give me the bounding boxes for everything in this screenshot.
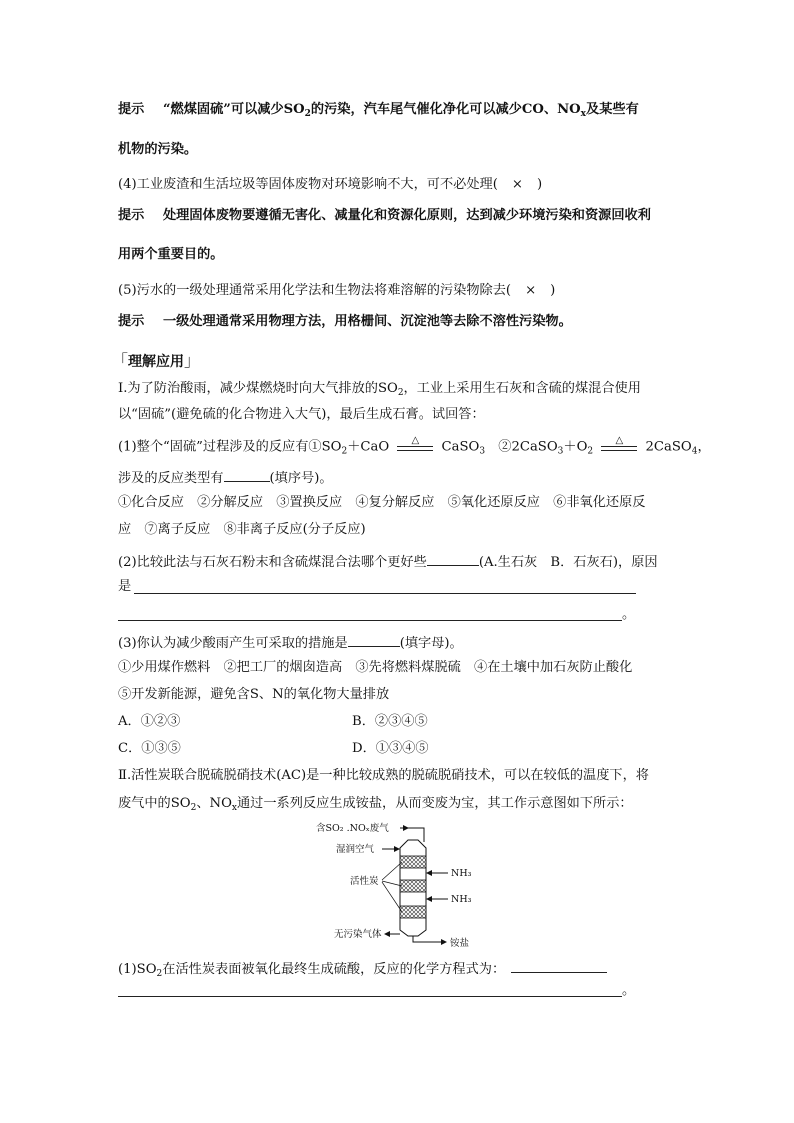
part1-intro-line2: 以“固硫”(避免硫的化合物进入大气)，最后生成石膏。试回答： (118, 407, 485, 422)
humid-air-label: 湿润空气 (336, 844, 375, 855)
answer-blank[interactable] (348, 632, 400, 647)
answer-blank[interactable] (427, 551, 479, 566)
answer-mark: × (511, 177, 523, 192)
part1-q3-prompt: (3)你认为减少酸雨产生可采取的措施是 (填字母)。 (118, 632, 463, 653)
carbon-bed-2 (400, 880, 426, 892)
answer-mark: × (525, 283, 537, 298)
answer-blank[interactable] (511, 958, 607, 973)
measures-line1: ①少用煤作燃料 ②把工厂的烟囱造高 ③先将燃料煤脱硫 ④在土壤中加石灰防止酸化 (118, 660, 633, 675)
tip-line-1-cont: 机物的污染。 (118, 142, 198, 157)
tip-text: “燃煤固硫”可以减少$SO_2$的污染，汽车尾气催化净化可以减少CO、$NO_x$及某些有 (162, 102, 639, 119)
ac-process-diagram (300, 818, 500, 950)
part2-q1-prompt: $(1)SO_2$在活性炭表面被氧化最终生成硫酸，反应的化学方程式为： (118, 958, 607, 979)
option-a[interactable]: A．①②③ (118, 714, 181, 729)
activated-carbon-label: 活性炭 (350, 876, 379, 887)
tip-line-3: 提示 一级处理通常采用物理方法，用格栅间、沉淀池等去除不溶性污染物。 (118, 314, 572, 329)
reaction-types-line1: ①化合反应 ②分解反应 ③置换反应 ④复分解反应 ⑤氧化还原反应 ⑥非氧化还原反 (118, 495, 646, 510)
tip-line-2-cont: 用两个重要目的。 (118, 247, 224, 262)
measures-line2: ⑤开发新能源，避免含S、N的氧化物大量排放 (118, 687, 390, 702)
tip-label: 提示 (118, 208, 145, 223)
nh3-label-2: NH₃ (451, 894, 472, 905)
clean-gas-label: 无污染气体 (334, 929, 382, 940)
reaction-types-line2: 应 ⑦离子反应 ⑧非离子反应(分子反应) (118, 522, 366, 537)
tip-line-1 (118, 101, 639, 119)
heat-condition: △ (597, 438, 641, 456)
waste-gas-label: 含SO₂ .NOₓ废气 (316, 823, 389, 834)
part1-q1-equations: (1)整个“固硫”过程涉及的反应有$①SO_2+CaO$ △ CaSO$_3$ $②2CaSO_3+O_2$ △ 2CaSO$_4$， (118, 435, 711, 457)
heat-condition: △ (393, 438, 437, 456)
nh3-label-1: NH₃ (451, 868, 472, 879)
carbon-bed-3 (400, 906, 426, 918)
part1-q1-prompt: 涉及的反应类型有 (填序号)。 (118, 467, 333, 488)
part1-intro-line1: Ⅰ.为了防治酸雨，减少煤燃烧时向大气排放的$SO_2$，工业上采用生石灰和含硫的煤混合使用 (118, 381, 641, 398)
option-b[interactable]: B．②③④⑤ (352, 714, 428, 729)
answer-blank[interactable] (224, 467, 270, 482)
part2-intro-line1: Ⅱ.活性炭联合脱硫脱硝技术(AC)是一种比较成熟的脱硫脱硝技术，可以在较低的温度下，将 (118, 768, 649, 783)
tip-label: 提示 (118, 102, 145, 117)
carbon-bed-1 (400, 856, 426, 868)
period: 。 (622, 607, 636, 622)
answer-line[interactable] (118, 620, 622, 621)
answer-line[interactable] (118, 996, 622, 997)
part2-intro-line2: 废气中的$SO_2$、$NO_x$通过一系列反应生成铵盐，从而变废为宝，其工作示意图如下所示： (118, 796, 633, 813)
option-c[interactable]: C．①③⑤ (118, 741, 181, 756)
answer-line[interactable] (134, 593, 636, 594)
period: 。 (622, 983, 636, 998)
question-4: (4)工业废渣和生活垃圾等固体废物对环境影响不大，可不必处理( × ) (118, 177, 543, 192)
part1-q2-prompt: (2)比较此法与石灰石粉末和含硫煤混合法哪个更好些 (A.生石灰 B．石灰石)，原因 (118, 551, 658, 572)
part1-q2-reason: 是 (118, 579, 132, 594)
question-5: (5)污水的一级处理通常采用化学法和生物法将难溶解的污染物除去( × ) (118, 283, 556, 298)
ammonium-salt-label: 铵盐 (450, 938, 470, 949)
option-d[interactable]: D．①③④⑤ (352, 741, 429, 756)
tip-line-2: 提示 处理固体废物要遵循无害化、减量化和资源化原则，达到减少环境污染和资源回收利 (118, 208, 651, 223)
tip-label: 提示 (118, 314, 145, 329)
section-title: 「理解应用」 (112, 351, 201, 370)
